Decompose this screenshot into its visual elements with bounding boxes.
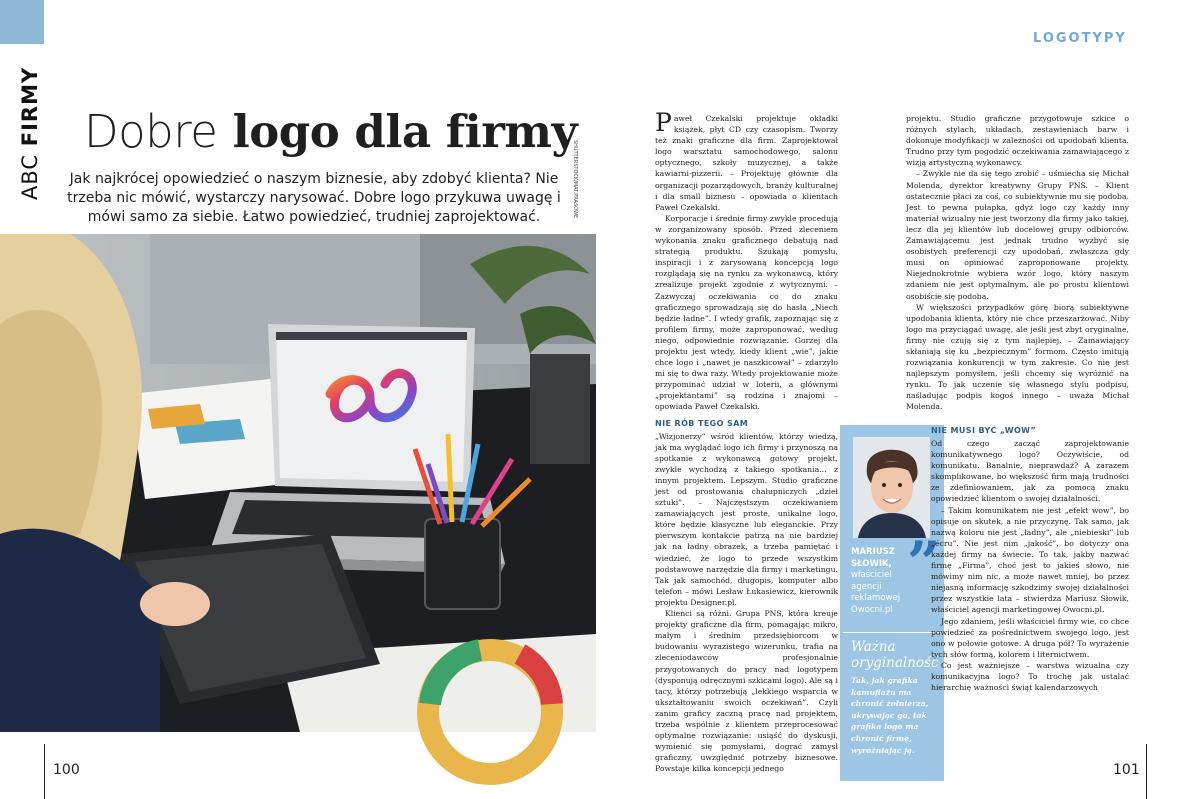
expert-role: właściciel agencji reklamowej Owocni.pl [851, 570, 901, 615]
photo-credit-text: SHUTTERSTOCK/MAT.PRASOWE [572, 140, 578, 219]
section-label-bold: FIRMY [18, 66, 42, 147]
hero-photo [0, 234, 596, 732]
expert-portrait [853, 437, 930, 538]
body-column-3 [931, 425, 1129, 737]
designer-laptop-illustration [0, 234, 596, 732]
paragraph: – Zwykle nie da się tego zrobić – uśmiecha się Michał Molenda, dyrektor kreatywny Grupy PNS. – Klient ostatecznie płaci za coś, co subiektywnie mu się podoba. Jest to pewna pułapka, gdyż logo czy każdy inny materiał wizualny nie jest tworzony dla firmy jako takiej, lecz dla jej klientów lub docelowej grupy odbiorców. Zamawiającemu jest jednak trudno wyzbyć się osobistych preferencji czy upodobań, zwłaszcza gdy musi on opiniować zaproponowane projekty. Niejednokrotnie wybiera wzór logo, który naszym zdaniem nie jest optymalnym, ale po prostu klientowi osobiście się podoba. [906, 169, 1129, 301]
section-vertical-label [18, 50, 46, 200]
body-column-2 [906, 113, 1129, 426]
sidebar-quote: Tak, jak grafika kamuflażu ma chronić żołnierza, ukrywając go, tak grafika logo ma chronić firmę, wyróżniając ją. [851, 676, 929, 755]
subheading: NIE MUSI BYĆ „WOW” [931, 426, 1037, 435]
corner-color-block [0, 0, 44, 44]
paragraph: Co jest ważniejsze – warstwa wizualna czy komunikacyjna logo? To trochę jak ustalać hierarchię ważności świąt kalendarzowych [931, 660, 1129, 693]
title-light-part: Dobre [84, 105, 218, 158]
page-number-right: 101 [1113, 762, 1140, 778]
paragraph: – Takim komunikatem nie jest „efekt wow”, bo opisuje on skutek, a nie przyczynę. Tak samo, jak nazwą koloru nie jest „ładny”, ale „niebieski” lub „écru”. Nie jest nim „jakość”, bo dotyczy ona każdej firmy na świecie. To tak, jakby nazwać firmę „Firma”, choć jest to jakieś słowo, nie mówimy nim nic, a może nawet mniej, bo przez niejasną informację szkodzimy swojej działalności przez wszystkie lata – stwierdza Mariusz Słowik, właściciel agencji marketingowej Owocni.pl. [931, 505, 1129, 615]
section-tag: LOGOTYPY [1033, 31, 1127, 46]
portrait-illustration [853, 437, 930, 538]
paragraph: „Wizjonerzy” wśród klientów, którzy wiedzą, jak ma wyglądać logo ich firmy i przynoszą na spotkanie z wykonawcą gotowy projekt, zwykle wychodzą z takiego spotkania… z innym projektem. Lepszym. Studio graficzne jest od prostowania chałupniczych „dzieł sztuki”. – Najczęstszym oczekiwaniem zamawiających jest proste, unikalne logo, które będzie klasyczne lub eleganckie. Przy pierwszym kontakcie patrzą na nie bardziej jak na ładny obrazek, a trzeba pamiętać i wiedzieć, że logo to przede wszystkim podstawowe narzędzie dla firmy i marketingu. Tak jak samochód, długopis, komputer albo telefon – mówi Lesław Łukasiewicz, kierownik projektu Designer.pl. [655, 431, 838, 607]
paragraph: Jego zdaniem, jeśli właściciel firmy wie, co chce powiedzieć za pośrednictwem swojego logo, jest ono w połowie gotowe. A druga pół? To wyrażenie tych słów formą, kolorem i liternictwem. [931, 616, 1129, 659]
body-column-1 [655, 108, 838, 774]
subheading: NIE RÓB TEGO SAM [655, 418, 749, 428]
photo-credit [570, 140, 578, 220]
paragraph: Korporacje i średnie firmy zwykle procedują w zorganizowany sposób. Przed zleceniem wykonania znaku graficznego debatują nad strategią produktu. Szukają pomysłu, inspiracji i z zarysowaną koncepcją logo rozglądają się na rynku za wykonawcą, który zrealizuje projekt zgodnie z wytycznymi. – Zazwyczaj oczekiwania co do znaku graficznego sprowadzają się do hasła „Niech będzie ładne”. I wtedy grafik, zapoznając się z profilem firmy, może zaproponować, według niego, odpowiednie rozwiązanie. Gorzej dla projektu jest wtedy, kiedy klient „wie”, jakie chce logo i „nawet je naszkicował” – zdarzyło mi się to dwa razy. Wtedy projektowanie może przypominać udział w loterii, a głównymi „projektantami” są rodzina i znajomi – opowiada Paweł Czekalski. [655, 213, 838, 412]
sidebar-title: Ważna oryginalność [851, 639, 939, 671]
section-label-light: ABC [18, 146, 42, 200]
title-bold-part: logo dla firmy [232, 105, 578, 158]
right-page-rule [1146, 744, 1147, 799]
paragraph: W większości przypadków górę biorą subiektywne upodobania klienta, który nie chce przeszarżować. Niby logo ma przyciągać uwagę, ale jeśli jest zbyt oryginalne, firmy nie czują się z tym najlepiej. – Zamawiający skłaniają się ku „bezpiecznym” formom. Często imitują rozwiązania konkurencji w tym zakresie. Co nie jest najlepszym pomysłem, jeśli chcemy się wyróżnić na rynku. To jak uczenie się własnego stylu podpisu, naśladując podpis kogoś innego – uważa Michał Molenda. [906, 302, 1129, 412]
expert-name: MARIUSZ SŁOWIK, [851, 547, 895, 569]
sidebar-divider [843, 632, 941, 633]
paragraph: Od czego zacząć zaprojektowanie komunikatywnego logo? Oczywiście, od komunikatu. Banalnie, nieprawdaż? A zarazem skomplikowane, bo większość firm mają trudności ze zdefiniowaniem, jak za pomocą znaku opowiedzieć klientom o swojej działalności. [931, 439, 1129, 504]
expert-sidebar [840, 425, 944, 781]
article-title [84, 105, 577, 158]
page-number-left: 100 [53, 762, 80, 778]
article-lede: Jak najkrócej opowiedzieć o naszym biznesie, aby zdobyć klienta? Nie trzeba nic mówić, wystarczy narysować. Dobre logo przykuwa uwagę i mówi samo za siebie. Łatwo powiedzieć, trudniej zaprojektować. [67, 171, 561, 225]
paragraph [655, 108, 838, 213]
paragraph: projektu. Studio graficzne przygotowuje szkice o różnych stylach, układach, zestawieniach barw i dokonuje modyfikacji w zależności od upodobań klienta. Trudno przy tym pogodzić oczekiwania zamawiającego z wizją artystyczną wykonawcy. [906, 114, 1129, 168]
paragraph-text: aweł Czekalski projektuje okładki książek, płyt CD czy czasopism. Tworzy też znaki graficzne dla firm. Zaprojektował logo warsztatu samochodowego, salonu optycznego, szkoły muzycznej, a także kawiarni-pizzerii. – Projektuję głównie dla organizacji pozarządowych, branży kulturalnej i dla small biznesu – opowiada o klientach Paweł Czekalski. [655, 114, 838, 212]
left-page-rule [44, 744, 45, 799]
quote-mark-icon: ” [907, 529, 941, 597]
paragraph: Klienci są różni. Grupa PNS, która kreuje projekty graficzne dla firm, pomagając mikro, małym i średnim przedsiębiorcom w budowaniu wyrazistego wizerunku, trafia na zleceniodawców profesjonalnie przygotowanych do pracy nad logotypem (dysponują odręcznymi szkicami logo). Ale są i tacy, którzy potrzebują „lekkiego wsparcia w ukształtowaniu swoich oczekiwań”. Czyli zanim graficy zaczną pracę nad projektem, trzeba wspólnie z klientem przeprocesować optymalne rozwiązanie: usiąść do dyskusji, wymienić się pomysłami, dograć zamysł graficzny, uwzględnić potrzeby biznesowe. Powstaje kilka koncepcji jednego [655, 609, 838, 774]
drop-cap: P [655, 108, 672, 137]
